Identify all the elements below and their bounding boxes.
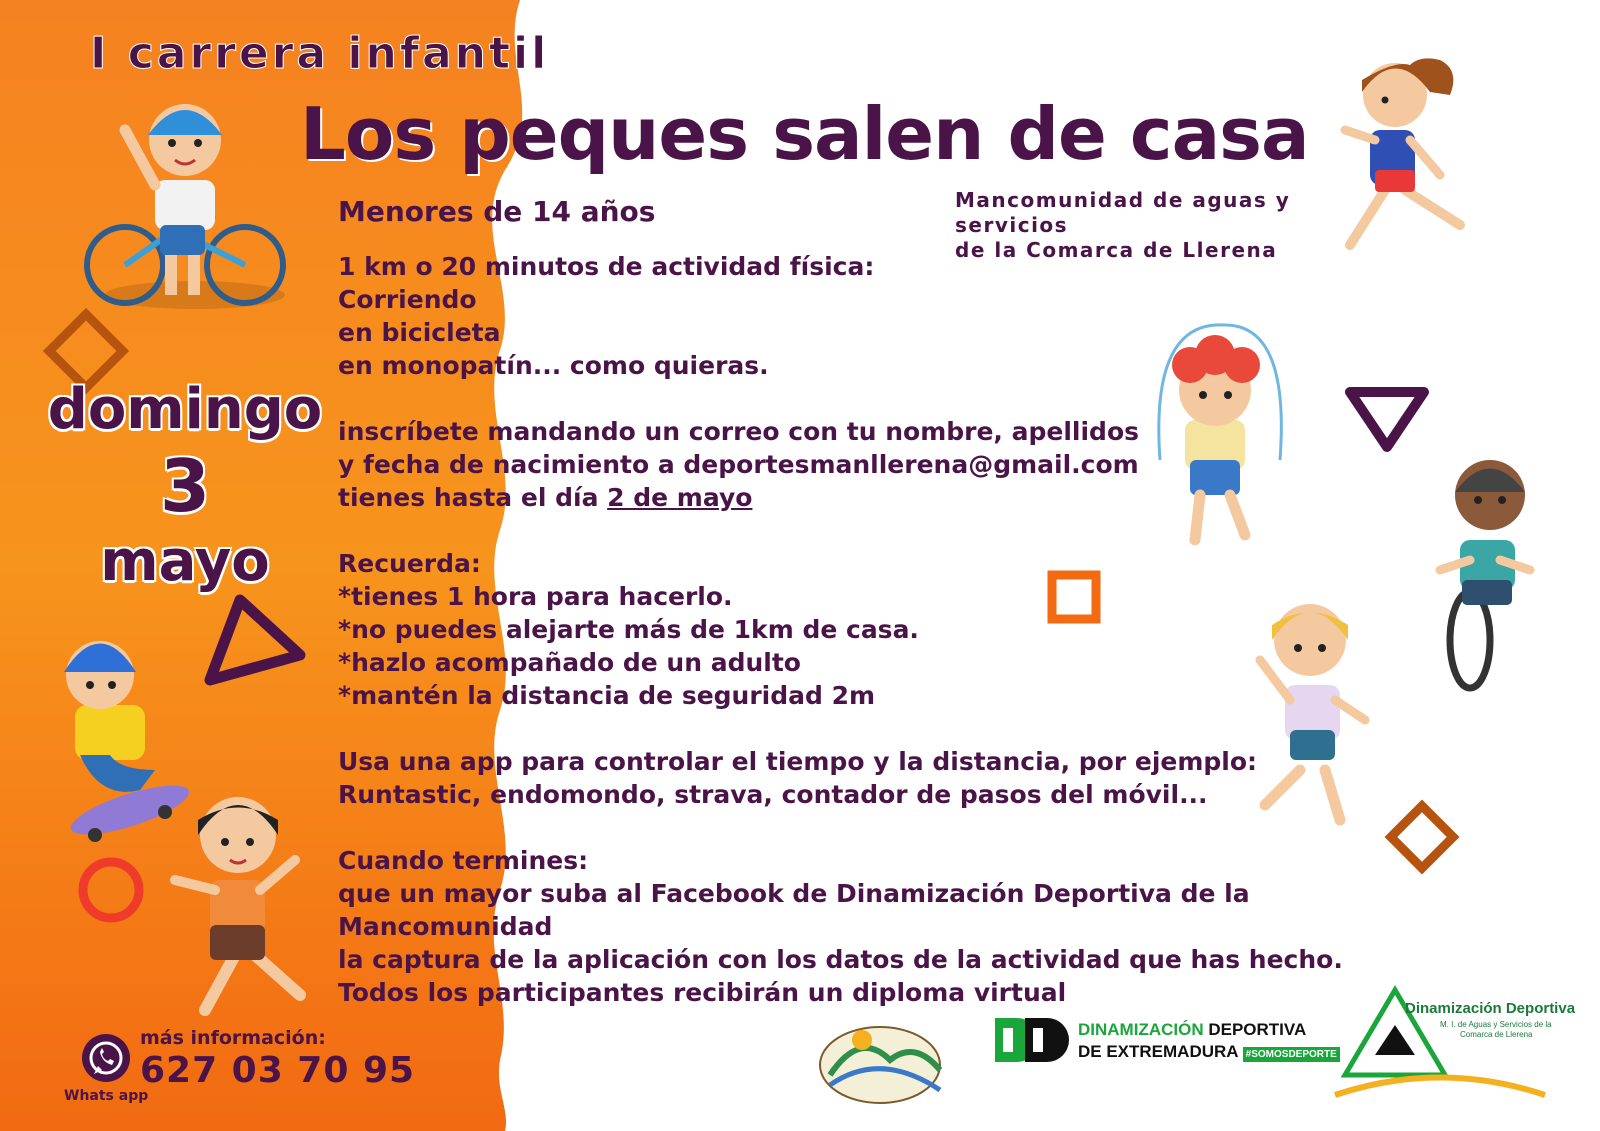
dd-logo-hashtag: #SOMOSDEPORTE (1243, 1047, 1340, 1062)
deadline-prefix: tienes hasta el día (338, 483, 608, 512)
date-month: mayo (100, 529, 270, 594)
date-day: 3 (159, 444, 211, 528)
dm-logo-subtitle: M. I. de Aguas y Servicios de la (1440, 1020, 1552, 1029)
dd-logo-line2 (1078, 1042, 1340, 1062)
dm-logo-title: Dinamización Deportiva (1405, 1000, 1576, 1017)
closing-note: Todos los participantes recibirán un diploma virtual (338, 978, 1067, 1007)
activity-line: Corriendo (338, 285, 477, 314)
dd-logo-line1 (1078, 1020, 1306, 1040)
activity-line: en monopatín... como quieras. (338, 351, 769, 380)
reminders-heading: Recuerda: (338, 549, 481, 578)
dd-logo-mark (995, 1018, 1069, 1062)
more-info-label: más información: (140, 1027, 326, 1049)
signup-line: y fecha de nacimiento a deportesmanllerena@gmail.com (338, 450, 1139, 479)
organizer-line: de la Comarca de Llerena (955, 238, 1278, 262)
whatsapp-label: Whats app (64, 1088, 149, 1104)
reminder-item: *tienes 1 hora para hacerlo. (338, 582, 733, 611)
body-text (338, 195, 1458, 1009)
signup-line: inscríbete mandando un correo con tu nombre, apellidos (338, 417, 1140, 446)
apps-line: Runtastic, endomondo, strava, contador de pasos del móvil... (338, 780, 1208, 809)
age-requirement: Menores de 14 años (338, 195, 656, 228)
finish-line: la captura de la aplicación con los datos de la actividad que has hecho. (338, 945, 1343, 974)
poster-title: Los peques salen de casa (300, 92, 1309, 176)
event-label: I carrera infantil (90, 28, 550, 79)
reminder-item: *no puedes alejarte más de 1km de casa. (338, 615, 919, 644)
dm-logo-subtitle: Comarca de Llerena (1460, 1030, 1533, 1039)
activity-line: 1 km o 20 minutos de actividad física: (338, 252, 875, 281)
finish-heading: Cuando termines: (338, 846, 589, 875)
event-date (40, 375, 330, 597)
mancomunidad-logo (820, 1027, 940, 1103)
organizer-line: Mancomunidad de aguas y servicios (955, 188, 1291, 237)
finish-line: que un mayor suba al Facebook de Dinamización Deportiva de la Mancomunidad (338, 879, 1250, 941)
reminder-item: *mantén la distancia de seguridad 2m (338, 681, 876, 710)
deadline-date: 2 de mayo (607, 483, 753, 512)
phone-number[interactable]: 627 03 70 95 (140, 1050, 416, 1091)
whatsapp-icon[interactable] (80, 1032, 132, 1084)
date-day-name: domingo (47, 377, 323, 442)
dd-logo-word: DE EXTREMADURA (1078, 1042, 1238, 1061)
activity-line: en bicicleta (338, 318, 501, 347)
signup-deadline (338, 481, 1458, 514)
dd-logo-word: DEPORTIVA (1208, 1020, 1307, 1039)
apps-line: Usa una app para controlar el tiempo y la distancia, por ejemplo: (338, 747, 1258, 776)
reminder-item: *hazlo acompañado de un adulto (338, 648, 801, 677)
dd-logo-word: DINAMIZACIÓN (1078, 1020, 1204, 1039)
